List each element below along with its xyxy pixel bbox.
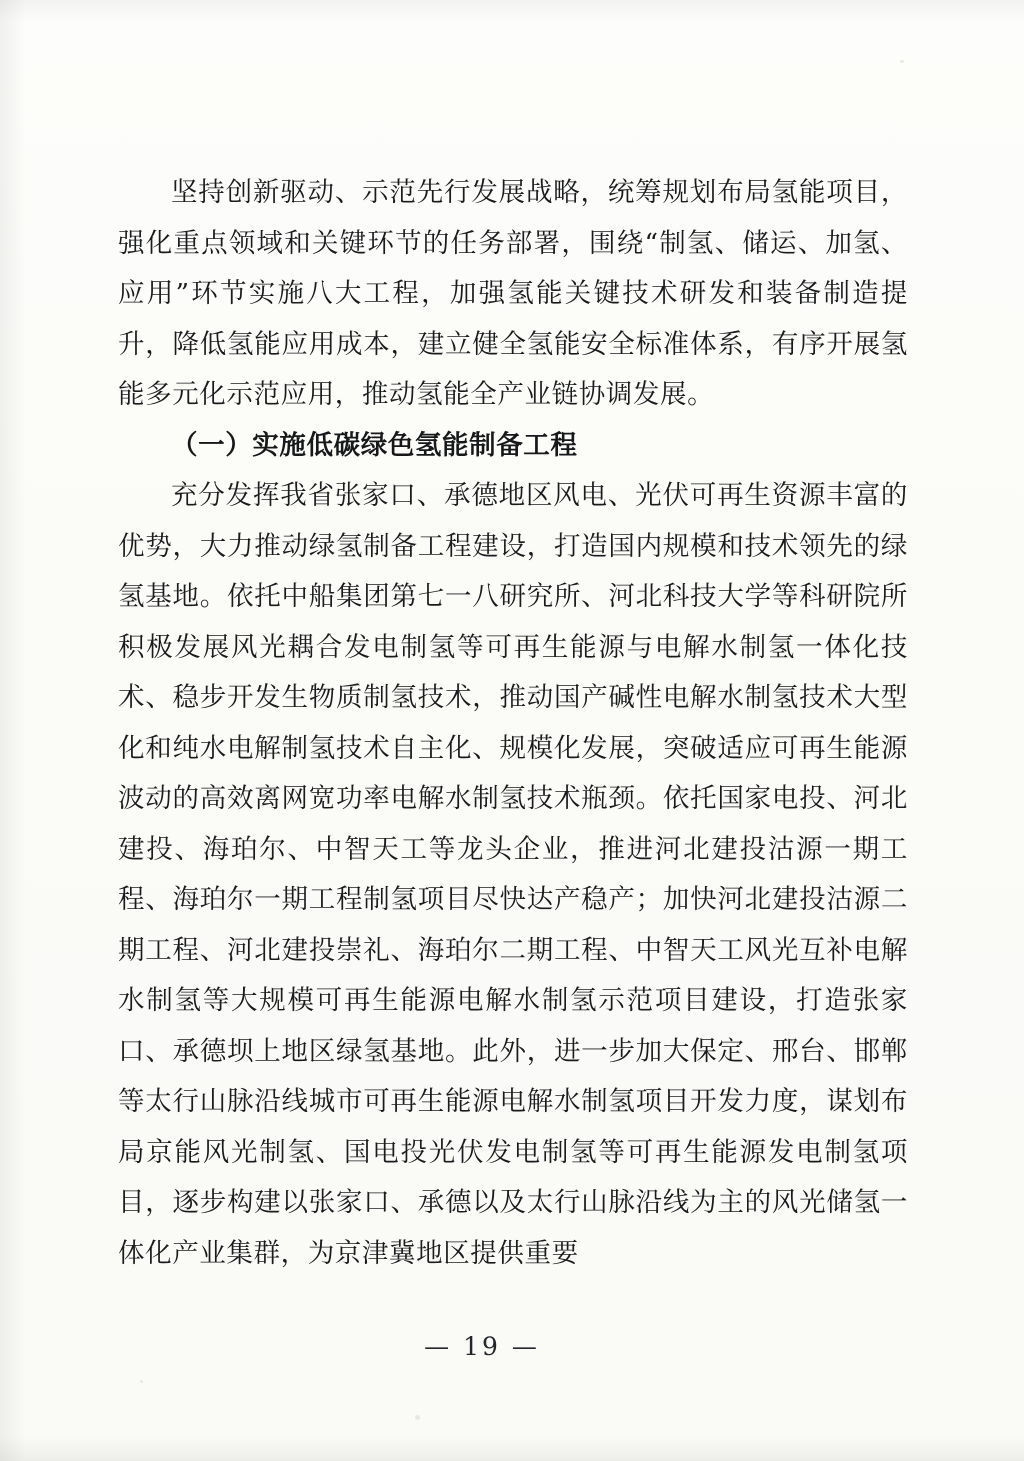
scan-speck: [415, 1415, 420, 1420]
section-heading-1: （一）实施低碳绿色氢能制备工程: [171, 429, 578, 461]
body-paragraph-2: 充分发挥我省张家口、承德地区风电、光伏可再生资源丰富的优势，大力推动绿氢制备工程建设，打造国内规模和技术领先的绿氢基地。依托中船集团第七一八研究所、河北科技大学等科研院所积极发展风光耦合发电制氢等可再生能源与电解水制氢一体化技术、稳步开发生物质制氢技术，推动国产碱性电解水制氢技术大型化和纯水电解制氢技术自主化、规模化发展，突破适应可再生能源波动的高效离网宽功率电解水制氢技术瓶颈。依托国家电投、河北建投、海珀尔、中智天工等龙头企业，推进河北建投沽源一期工程、海珀尔一期工程制氢项目尽快达产稳产；加快河北建投沽源二期工程、河北建投崇礼、海珀尔二期工程、中智天工风光互补电解水制氢等大规模可再生能源电解水制氢示范项目建设，打造张家口、承德坝上地区绿氢基地。此外，进一步加大保定、邢台、邯郸等太行山脉沿线城市可再生能源电解水制氢项目开发力度，谋划布局京能风光制氢、国电投光伏发电制氢等可再生能源发电制氢项目，逐步构建以张家口、承德以及太行山脉沿线为主的风光储氢一体化产业集群，为京津冀地区提供重要: [118, 480, 908, 1269]
page-edge-shadow-left: [0, 0, 26, 1461]
page-edge-shadow-bottom: [0, 1435, 1024, 1461]
page-number: — 19 —: [424, 1332, 540, 1361]
scan-speck: [140, 1380, 143, 1383]
page-footer: [0, 1332, 1024, 1361]
page-edge-shadow-top: [0, 0, 1024, 22]
scan-speck: [900, 60, 904, 63]
body-paragraph-1: 坚持创新驱动、示范先行发展战略，统筹规划布局氢能项目，强化重点领域和关键环节的任务部署，围绕“制氢、储运、加氢、应用”环节实施八大工程，加强氢能关键技术研发和装备制造提升，降低氢能应用成本，建立健全氢能安全标准体系，有序开展氢能多元化示范应用，推动氢能全产业链协调发展。: [118, 177, 908, 410]
page-content: [118, 168, 908, 1279]
